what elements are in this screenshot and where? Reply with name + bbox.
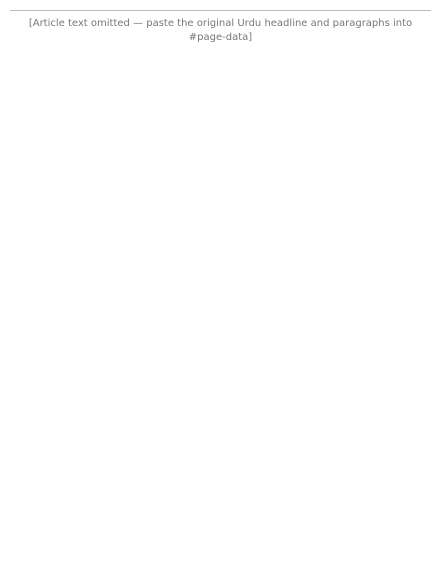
article-headline bbox=[10, 6, 431, 11]
placeholder-note: [Article text omitted — paste the original Urdu headline and paragraphs into #page-data] bbox=[28, 18, 413, 43]
